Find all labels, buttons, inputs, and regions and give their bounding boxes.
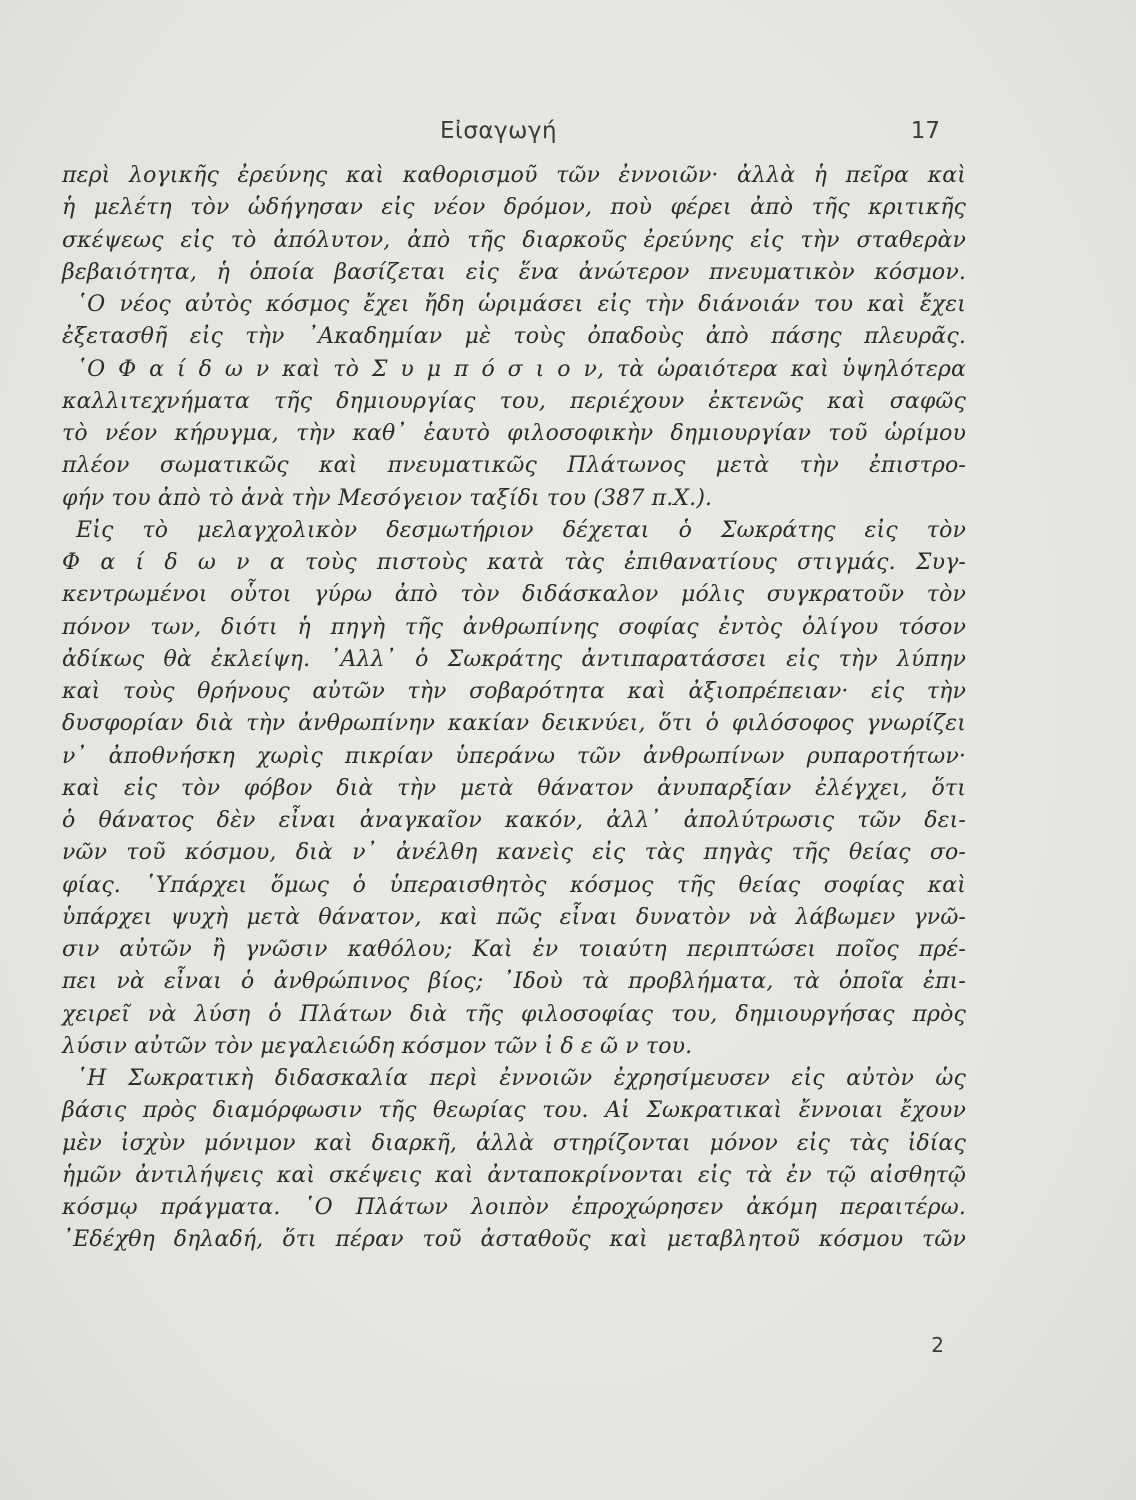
page-number: 17 — [910, 118, 940, 144]
text-line: φίας. ῾Υπάρχει ὅμως ὁ ὑπεραισθητὸς κόσμος τῆς θείας σοφίας καὶ — [62, 872, 966, 898]
text-line: κεντρωμένοι οὗτοι γύρω ἀπὸ τὸν διδάσκαλον μόλις συγκρατοῦν τὸν — [62, 582, 966, 608]
text-line: Φ α ί δ ω ν α τοὺς πιστοὺς κατὰ τὰς ἐπιθανατίους στιγμάς. Συγ- — [62, 550, 966, 575]
text-line: Εἰς τὸ μελαγχολικὸν δεσμωτήριον δέχεται ὁ Σωκράτης εἰς τὸν — [76, 517, 966, 543]
text-line: βάσις πρὸς διαμόρφωσιν τῆς θεωρίας του. Αἱ Σωκρατικαὶ ἔννοιαι ἔχουν — [62, 1098, 966, 1124]
text-line: νῶν τοῦ κόσμου, διὰ ν᾿ ἀνέλθη κανεὶς εἰς τὰς πηγὰς τῆς θείας σο- — [62, 840, 966, 866]
text-line: ῾Ο νέος αὐτὸς κόσμος ἔχει ἤδη ὡριμάσει εἰς τὴν διάνοιάν του καὶ ἔχει — [76, 292, 966, 317]
text-line: ῾Ο Φ α ί δ ω ν καὶ τὸ Σ υ μ π ό σ ι ο ν, τὰ ὡραιότερα καὶ ὑψηλότερα — [76, 356, 966, 382]
text-line: βεβαιότητα, ἡ ὁποία βασίζεται εἰς ἕνα ἀνώτερον πνευματικὸν κόσμον. — [62, 259, 966, 285]
text-line: λύσιν αὐτῶν τὸν μεγαλειώδη κόσμον τῶν ἰ δ ε ῶ ν του. — [62, 1033, 693, 1059]
text-line: ὑπάρχει ψυχὴ μετὰ θάνατον, καὶ πῶς εἶναι δυνατὸν νὰ λάβωμεν γνῶ- — [62, 904, 966, 930]
text-line: ἀδίκως θὰ ἐκλείψη. ᾿Αλλ᾿ ὁ Σωκράτης ἀντιπαρατάσσει εἰς τὴν λύπην — [62, 646, 966, 672]
text-line: φήν του ἀπὸ τὸ ἀνὰ τὴν Μεσόγειον ταξίδι του (387 π.Χ.). — [62, 485, 713, 511]
text-line: περὶ λογικῆς ἐρεύνης καὶ καθορισμοῦ τῶν ἐννοιῶν· ἀλλὰ ἡ πεῖρα καὶ — [62, 163, 966, 188]
text-line: πόνον των, διότι ἡ πηγὴ τῆς ἀνθρωπίνης σοφίας ἐντὸς ὀλίγου τόσον — [62, 614, 966, 640]
text-line: ῾Η Σωκρατικὴ διδασκαλία περὶ ἐννοιῶν ἐχρησίμευσεν εἰς αὐτὸν ὡς — [76, 1066, 966, 1091]
text-line: καλλιτεχνήματα τῆς δημιουργίας του, περιέχουν ἐκτενῶς καὶ σαφῶς — [62, 388, 966, 414]
text-line: ὁ θάνατος δὲν εἶναι ἀναγκαῖον κακόν, ἀλλ᾿ ἀπολύτρωσις τῶν δει- — [62, 808, 966, 833]
text-line: ἡ μελέτη τὸν ὡδήγησαν εἰς νέον δρόμον, ποὺ φέρει ἀπὸ τῆς κριτικῆς — [62, 195, 966, 221]
text-line: σιν αὐτῶν ἢ γνῶσιν καθόλου; Καὶ ἐν τοιαύτη περιπτώσει ποῖος πρέ- — [62, 937, 966, 962]
text-line: τὸ νέον κήρυγμα, τὴν καθ᾿ ἑαυτὸ φιλοσοφικὴν δημιουργίαν τοῦ ὡρίμου — [62, 421, 966, 446]
text-line: χειρεῖ νὰ λύση ὁ Πλάτων διὰ τῆς φιλοσοφίας του, δημιουργήσας πρὸς — [62, 1001, 966, 1027]
text-line: δυσφορίαν διὰ τὴν ἀνθρωπίνην κακίαν δεικνύει, ὅτι ὁ φιλόσοφος γνωρίζει — [62, 711, 966, 737]
text-line: καὶ τοὺς θρήνους αὐτῶν τὴν σοβαρότητα καὶ ἀξιοπρέπειαν· εἰς τὴν — [62, 679, 966, 704]
signature-mark: 2 — [931, 1333, 944, 1357]
text-line: ἐξετασθῆ εἰς τὴν ᾿Ακαδημίαν μὲ τοὺς ὀπαδοὺς ἀπὸ πάσης πλευρᾶς. — [62, 324, 966, 350]
text-line: ν᾿ ἀποθνήσκη χωρὶς πικρίαν ὑπεράνω τῶν ἀνθρωπίνων ρυπαροτήτων· — [62, 743, 966, 769]
text-line: ἡμῶν ἀντιλήψεις καὶ σκέψεις καὶ ἀνταποκρίνονται εἰς τὰ ἐν τῷ αἰσθητῷ — [62, 1162, 966, 1188]
text-line: ᾿Εδέχθη δηλαδή, ὅτι πέραν τοῦ ἀσταθοῦς καὶ μεταβλητοῦ κόσμου τῶν — [62, 1227, 966, 1253]
text-line: σκέψεως εἰς τὸ ἀπόλυτον, ἀπὸ τῆς διαρκοῦς ἐρεύνης εἰς τὴν σταθερὰν — [62, 227, 966, 253]
text-line: καὶ εἰς τὸν φόβον διὰ τὴν μετὰ θάνατον ἀνυπαρξίαν ἐλέγχει, ὅτι — [62, 775, 966, 801]
body-text — [62, 160, 966, 1257]
text-line: μὲν ἰσχὺν μόνιμον καὶ διαρκῆ, ἀλλὰ στηρίζονται μόνον εἰς τὰς ἰδίας — [62, 1130, 966, 1156]
text-line: πει νὰ εἶναι ὁ ἀνθρώπινος βίος; ᾿Ιδοὺ τὰ προβλήματα, τὰ ὁποῖα ἐπι- — [62, 969, 966, 995]
running-title: Εἰσαγωγή — [440, 118, 558, 144]
text-line: πλέον σωματικῶς καὶ πνευματικῶς Πλάτωνος μετὰ τὴν ἐπιστρο- — [62, 453, 966, 479]
running-head — [60, 118, 940, 148]
text-line: κόσμῳ πράγματα. ῾Ο Πλάτων λοιπὸν ἐπροχώρησεν ἀκόμη περαιτέρω. — [62, 1195, 966, 1220]
